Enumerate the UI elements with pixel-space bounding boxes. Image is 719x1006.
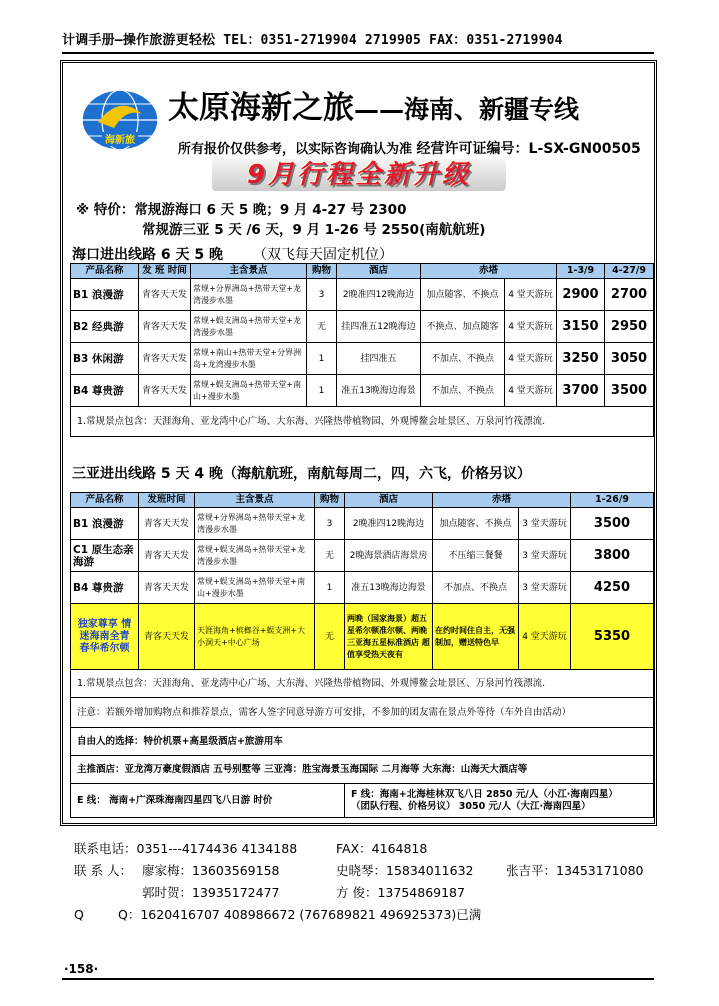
row-fun: 3 堂天游玩 (519, 540, 571, 572)
globe-logo-icon (78, 88, 162, 154)
route2-footer-row (71, 698, 654, 728)
row-fun: 4 堂天游玩 (505, 311, 557, 343)
contact-person-3: 张吉平：13453171080 (506, 863, 644, 878)
table-row (71, 508, 654, 540)
license-number: 经营许可证编号：L-SX-GN00505 (416, 141, 641, 157)
table-header: 发班时间 (139, 493, 195, 508)
contact-fax: FAX：4164818 (336, 841, 428, 856)
table-header: 购物 (307, 264, 337, 279)
row-sights: 常规+蜈支洲岛+热带天堂+龙湾漫步水墨 (195, 540, 315, 572)
special-label: ※ 特价： (76, 202, 135, 218)
logo-text: 海新旅 (105, 135, 135, 146)
row-extra: 加点随客、不换点 (433, 508, 519, 540)
notice-line (178, 138, 641, 158)
row-shop: 1 (307, 375, 337, 407)
company-name: 太原海新之旅 (168, 90, 354, 126)
row-departure: 青客天天发 (139, 540, 195, 572)
row-departure: 青客天天发 (139, 508, 195, 540)
row-price1: 4250 (571, 572, 654, 604)
table-header: 酒店 (345, 493, 433, 508)
row-extra: 不换点、加点随客 (421, 311, 505, 343)
row-price1: 3700 (557, 375, 605, 407)
row-fun: 3 堂天游玩 (519, 508, 571, 540)
row-hotel: 挂四准五12晚海边 (337, 311, 421, 343)
table-header: 产品名称 (71, 493, 139, 508)
vip-name: 独家尊享 情迷海南全青 春华希尔顿 (71, 604, 139, 670)
table-header: 1-26/9 (571, 493, 654, 508)
vip-shop: 无 (315, 604, 345, 670)
vip-extra: 在约时间住自主，无强制加，赠送特色早 (433, 604, 519, 670)
row-shop: 3 (307, 279, 337, 311)
table-header: 赤塔 (421, 264, 557, 279)
contact-person-1: 廖家梅：13603569158 (142, 863, 280, 878)
special-offer (76, 200, 485, 240)
vip-row (71, 604, 654, 670)
page-number: ·158· (64, 962, 99, 976)
table-row (71, 279, 654, 311)
company-subtitle: ——海南、新疆专线 (354, 95, 580, 124)
route2-table (70, 492, 654, 818)
table-row (71, 540, 654, 572)
table-row (71, 375, 654, 407)
row-name: B2 经典游 (71, 311, 139, 343)
table-header: 4-27/9 (605, 264, 654, 279)
row-price1: 3500 (571, 508, 654, 540)
row-departure: 青客天天发 (139, 572, 195, 604)
route2-footer5-right1: F 线：海南+北海桂林双飞八日 2850 元/人（小江·海南四星） (351, 788, 618, 800)
row-extra: 不压缩三餐餐 (433, 540, 519, 572)
route1-title: 海口进出线路 6 天 5 晚 (72, 247, 223, 263)
route1-heading (72, 244, 658, 264)
vip-price: 5350 (571, 604, 654, 670)
contact-qq: Q：1620416707 408986672 (767689821 496925373)已满 (118, 907, 482, 922)
row-shop: 无 (307, 311, 337, 343)
row-name: C1 原生态亲海游 (71, 540, 139, 572)
row-price1: 3150 (557, 311, 605, 343)
row-shop: 1 (307, 343, 337, 375)
row-extra: 不加点、不换点 (433, 572, 519, 604)
contact-block (74, 838, 674, 926)
row-name: B3 休闲游 (71, 343, 139, 375)
row-hotel: 2晚准四12晚海边 (337, 279, 421, 311)
row-hotel: 准五13晚海边海景 (345, 572, 433, 604)
row-departure: 青客天天发 (139, 311, 191, 343)
vip-hotel: 两晚（国家海景）超五星希尔顿准尔顿、两晚三亚海五星标准酒店 超值享受热天夜有 (345, 604, 433, 670)
row-price2: 2950 (605, 311, 654, 343)
row-hotel: 2晚海景酒店海景房 (345, 540, 433, 572)
route1-header-row (71, 264, 654, 279)
special-line1: 常规游海口 6 天 5 晚；9 月 4-27 号 2300 (134, 202, 407, 218)
row-departure: 青客天天发 (139, 375, 191, 407)
top-banner: 计调手册—操作旅游更轻松 TEL：0351-2719904 2719905 FAX：0351-2719904 (62, 28, 654, 54)
row-sights: 常规+南山+热带天堂+分界洲岛+龙湾漫步水墨 (191, 343, 307, 375)
row-shop: 无 (315, 540, 345, 572)
row-price2: 3050 (605, 343, 654, 375)
contact-qq-label: Q (74, 907, 84, 922)
row-name: B4 尊贵游 (71, 572, 139, 604)
row-hotel: 准五13晚海边海景 (337, 375, 421, 407)
row-fun: 4 堂天游玩 (505, 279, 557, 311)
row-sights: 常规+蜈支洲岛+热带天堂+龙湾漫步水墨 (191, 311, 307, 343)
row-fun: 4 堂天游玩 (505, 375, 557, 407)
route2-footer3: 自由人的选择：特价机票+高星级酒店+旅游用车 (71, 728, 654, 756)
row-hotel: 2晚准四12晚海边 (345, 508, 433, 540)
row-extra: 加点随客、不换点 (421, 279, 505, 311)
contact-person-5: 方 俊：13754869187 (336, 885, 465, 900)
row-price1: 3250 (557, 343, 605, 375)
contact-person-2: 史晓琴：15834011632 (336, 863, 474, 878)
contact-phone: 联系电话：0351---4174436 4134188 (74, 841, 298, 856)
row-name: B4 尊贵游 (71, 375, 139, 407)
row-hotel: 挂四准五 (337, 343, 421, 375)
route1-note: （双飞每天固定机位） (252, 247, 393, 263)
vip-sights: 天涯海角+槟榔谷+蜈支洲+大小洞天+中心广场 (195, 604, 315, 670)
route2-footer5-right2: （团队行程、价格另议） 3050 元/人（大江·海南四星） (351, 800, 591, 812)
row-extra: 不加点、不换点 (421, 343, 505, 375)
table-header: 1-3/9 (557, 264, 605, 279)
row-fun: 4 堂天游玩 (505, 343, 557, 375)
route1-footer-row (71, 407, 654, 437)
row-extra: 不加点、不换点 (421, 375, 505, 407)
row-shop: 1 (315, 572, 345, 604)
table-header: 赤塔 (433, 493, 571, 508)
row-sights: 常规+蜈支洲岛+热带天堂+南山+漫步水墨 (195, 572, 315, 604)
vip-departure: 青客天天发 (139, 604, 195, 670)
special-line2: 常规游三亚 5 天 /6 天，9 月 1-26 号 2550(南航航班) (142, 222, 486, 238)
table-row (71, 343, 654, 375)
route1-table (70, 263, 654, 437)
route2-footer-row (71, 670, 654, 698)
table-header: 主含景点 (191, 264, 307, 279)
notice-text: 所有报价仅供参考，以实际咨询确认为准 (178, 142, 413, 157)
row-departure: 青客天天发 (139, 343, 191, 375)
upgrade-banner: 9月行程全新升级 (212, 159, 506, 191)
route2-header-row (71, 493, 654, 508)
route2-footer5-right (345, 784, 654, 818)
row-price2: 3500 (605, 375, 654, 407)
table-header: 产品名称 (71, 264, 139, 279)
table-header: 发 班 时间 (139, 264, 191, 279)
row-name: B1 浪漫游 (71, 508, 139, 540)
route2-footer5-left: E 线： 海南+广深珠海南四星四飞八日游 时价 (71, 784, 345, 818)
row-departure: 青客天天发 (139, 279, 191, 311)
table-row (71, 311, 654, 343)
route2-title: 三亚进出线路 5 天 4 晚（海航航班，南航每周二，四，六飞，价格另议） (72, 466, 531, 482)
contact-person-label: 联 系 人： (74, 863, 132, 878)
row-name: B1 浪漫游 (71, 279, 139, 311)
route2-footer-row (71, 728, 654, 756)
bottom-rule (62, 978, 654, 980)
route2-footer-row (71, 756, 654, 784)
vip-fun: 4 堂天游玩 (519, 604, 571, 670)
row-sights: 常规+分界洲岛+热带天堂+龙湾漫步水墨 (191, 279, 307, 311)
contact-person-4: 郭时贺：13935172477 (142, 885, 280, 900)
row-sights: 常规+分界洲岛+热带天堂+龙湾漫步水墨 (195, 508, 315, 540)
route2-footer1: 1.常规景点包含：天涯海角、亚龙湾中心广场、大东海、兴隆热带植物园、外观博鳌会址景区、万泉河竹筏漂流. (71, 670, 654, 698)
row-price1: 3800 (571, 540, 654, 572)
table-header: 酒店 (337, 264, 421, 279)
row-sights: 常规+蜈支洲岛+热带天堂+南山+漫步水墨 (191, 375, 307, 407)
row-price2: 2700 (605, 279, 654, 311)
route1-footer: 1.常规景点包含：天涯海角、亚龙湾中心广场、大东海、兴隆热带植物园、外观博鳌会址景区、万泉河竹筏漂流. (71, 407, 654, 437)
table-row (71, 572, 654, 604)
row-fun: 3 堂天游玩 (519, 572, 571, 604)
row-price1: 2900 (557, 279, 605, 311)
route2-footer-row (71, 784, 654, 818)
route2-footer2: 注意：若额外增加购物点和推荐景点，需客人签字同意导游方可安排，不参加的团友需在景点外等待（车外自由活动） (71, 698, 654, 728)
route2-footer4: 主推酒店：亚龙湾万豪度假酒店 五号别墅等 三亚湾：胜宝海景玉海国际 二月海等 大东海：山海天大酒店等 (71, 756, 654, 784)
row-shop: 3 (315, 508, 345, 540)
company-title (168, 82, 579, 127)
table-header: 主含景点 (195, 493, 315, 508)
table-header: 购物 (315, 493, 345, 508)
